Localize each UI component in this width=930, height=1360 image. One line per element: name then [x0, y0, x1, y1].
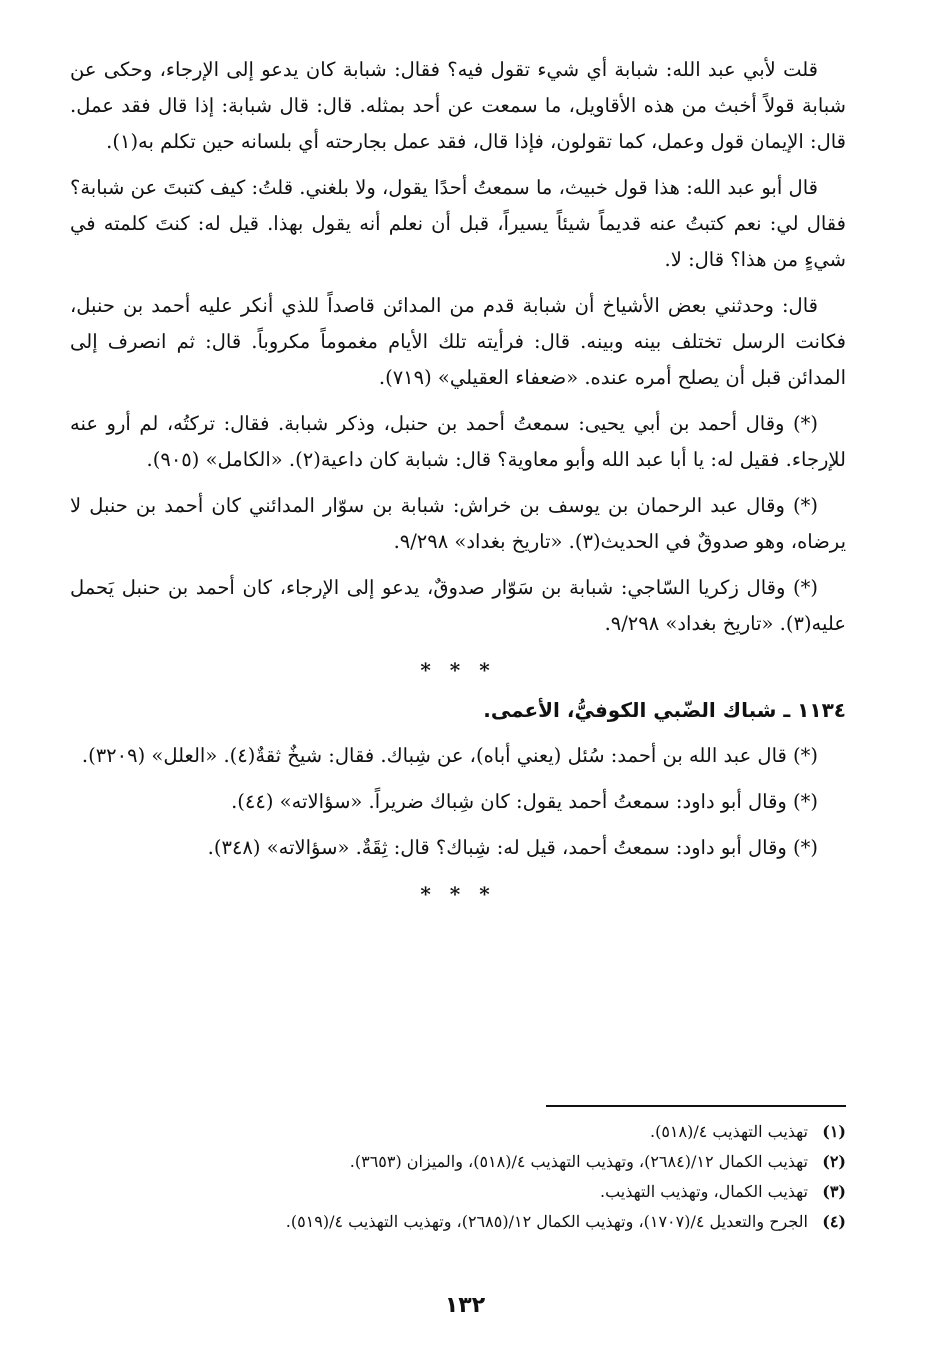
footnote-number: (٢): [822, 1152, 846, 1171]
footnote-rule: [546, 1105, 846, 1107]
entry-paragraph-1: (*) قال عبد الله بن أحمد: سُئل (يعني أباه)، عن شِباك. فقال: شيخٌ ثقةٌ(٤). «العلل» (٣٢٠٩).: [81, 744, 818, 767]
footnote-3: [70, 1177, 846, 1207]
main-text: [70, 52, 846, 916]
footnote-number: (١): [822, 1122, 846, 1141]
footnote-number: (٣): [822, 1182, 846, 1201]
footnote-text: تهذيب الكمال، وتهذيب التهذيب.: [599, 1182, 808, 1201]
footnote-text: تهذيب الكمال ١٢/(٢٦٨٤)، وتهذيب التهذيب ٤/(٥١٨)، والميزان (٣٦٥٣).: [349, 1152, 808, 1171]
footnote-number: (٤): [822, 1212, 846, 1231]
footnotes: [70, 1105, 846, 1237]
paragraph-4: (*) وقال أحمد بن أبي يحيى: سمعتُ أحمد بن حنبل، وذكر شبابة. فقال: تركتُه، لم أرو عنه للإرجاء. فقيل له: يا أبا عبد الله وأبو معاوية؟ قال: شبابة كان داعية(٢). «الكامل» (٩٠٥).: [70, 412, 846, 471]
page-number: ١٣٢: [444, 1293, 486, 1318]
entry-paragraph-2: (*) وقال أبو داود: سمعتُ أحمد يقول: كان شِباك ضريراً. «سؤالاته» (٤٤).: [231, 790, 818, 813]
section-separator: * * *: [420, 658, 496, 682]
paragraph-1: قلت لأبي عبد الله: شبابة أي شيء تقول فيه؟ فقال: شبابة كان يدعو إلى الإرجاء، وحكى عن شبابة قولاً أخبث من هذه الأقاويل، ما سمعت عن أحد بمثله. قال: قال شبابة: إذا قال فقد عمل. قال: الإيمان قول وعمل، كما تقولون، فإذا قال، فقد عمل بجارحته أي بلسانه حين تكلم به(١).: [70, 58, 846, 153]
paragraph-6: (*) وقال زكريا السّاجي: شبابة بن سَوّار صدوقٌ، يدعو إلى الإرجاء، كان أحمد بن حنبل يَحمل عليه(٣). «تاريخ بغداد» ٩/٢٩٨.: [70, 576, 846, 635]
footnote-text: تهذيب التهذيب ٤/(٥١٨).: [650, 1122, 808, 1141]
paragraph-5: (*) وقال عبد الرحمان بن يوسف بن خراش: شبابة بن سوّار المدائني كان أحمد بن حنبل لا يرضاه، وهو صدوقٌ في الحديث(٣). «تاريخ بغداد» ٩/٢٩٨.: [70, 494, 846, 553]
entry-paragraph-3: (*) وقال أبو داود: سمعتُ أحمد، قيل له: شِباك؟ قال: ثِقَةٌ. «سؤالاته» (٣٤٨).: [207, 836, 818, 859]
footnote-1: [70, 1117, 846, 1147]
footnote-2: [70, 1147, 846, 1177]
footnote-4: [70, 1207, 846, 1237]
paragraph-3: قال: وحدثني بعض الأشياخ أن شبابة قدم من المدائن قاصداً للذي أنكر عليه أحمد بن حنبل، فكانت الرسل تختلف بينه وبينه. قال: فرأيته تلك الأيام مغموماً مكروباً. قال: ثم انصرف إلى المدائن قبل أن يصلح أمره عنده. «ضعفاء العقيلي» (٧١٩).: [70, 294, 846, 389]
footnote-text: الجرح والتعديل ٤/(١٧٠٧)، وتهذيب الكمال ١٢/(٢٦٨٥)، وتهذيب التهذيب ٤/(٥١٩).: [285, 1212, 808, 1231]
section-separator-end: * * *: [420, 882, 496, 906]
entry-heading: ١١٣٤ ـ شباك الضّبي الكوفيُّ، الأعمى.: [483, 698, 846, 722]
paragraph-2: قال أبو عبد الله: هذا قول خبيث، ما سمعتُ أحدًا يقول، ولا بلغني. قلتُ: كيف كتبتَ عن شبابة؟ فقال لي: نعم كتبتُ عنه قديماً شيئاً يسيراً، قبل أن نعلم أنه يقول بهذا. قيل له: كنتَ كلمته في شيءٍ من هذا؟ قال: لا.: [70, 176, 846, 271]
